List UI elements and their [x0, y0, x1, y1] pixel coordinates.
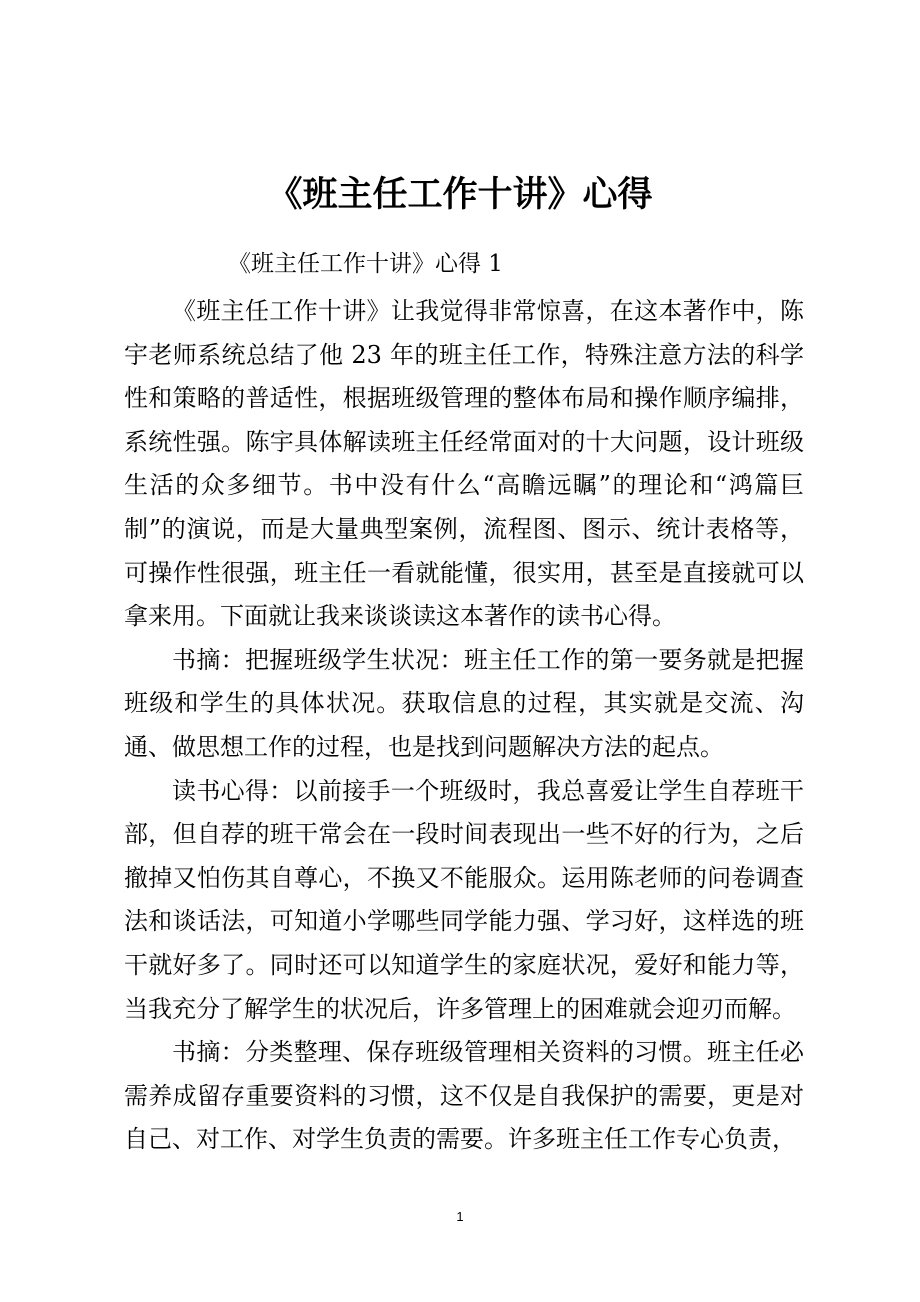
paragraph-excerpt-2: 书摘：分类整理、保存班级管理相关资料的习惯。班主任必需养成留存重要资料的习惯，这不仅是自我保护的需要，更是对自己、对工作、对学生负责的需要。许多班主任工作专心负责，	[124, 1038, 804, 1154]
paragraph-excerpt-1: 书摘：把握班级学生状况：班主任工作的第一要务就是把握班级和学生的具体状况。获取信息的过程，其实就是交流、沟通、做思想工作的过程，也是找到问题解决方法的起点。	[124, 645, 804, 761]
page-number: 1	[456, 1209, 464, 1224]
document-title: 《班主任工作十讲》心得	[267, 174, 653, 215]
paragraph-reflection-1: 读书心得：以前接手一个班级时，我总喜爱让学生自荐班干部，但自荐的班干常会在一段时间表现出一些不好的行为，之后撤掉又怕伤其自尊心，不换又不能服众。运用陈老师的问卷调查法和谈话法，可知道小学哪些同学能力强、学习好，这样选的班干就好多了。同时还可以知道学生的家庭状况，爱好和能力等，当我充分了解学生的状况后，许多管理上的困难就会迎刃而解。	[124, 776, 804, 1023]
document-body	[124, 290, 804, 1162]
section-heading: 《班主任工作十讲》心得 1	[228, 251, 503, 277]
paragraph-intro: 《班主任工作十讲》让我觉得非常惊喜，在这本著作中，陈宇老师系统总结了他 23 年的班主任工作，特殊注意方法的科学性和策略的普适性，根据班级管理的整体布局和操作顺序编排，系统性强。陈宇具体解读班主任经常面对的十大问题，设计班级生活的众多细节。书中没有什么“高瞻远瞩”的理论和“鸿篇巨制”的演说，而是大量典型案例，流程图、图示、统计表格等，可操作性很强，班主任一看就能懂，很实用，甚至是直接就可以拿来用。下面就让我来谈谈读这本著作的读书心得。	[124, 297, 804, 631]
